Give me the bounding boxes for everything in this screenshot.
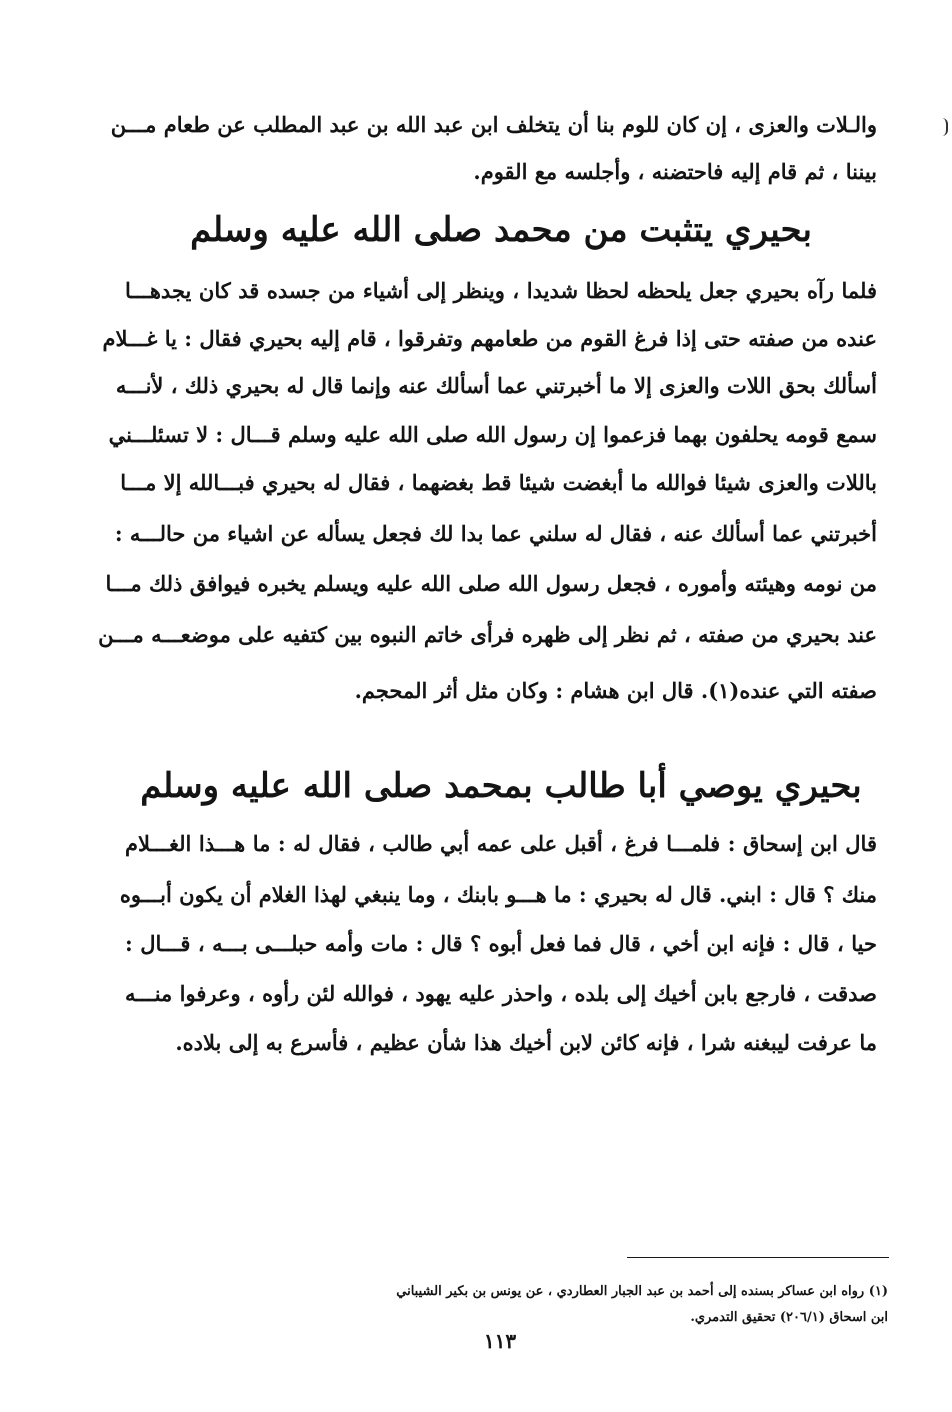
text-line: عنده من صفته حتى إذا فرغ القوم من طعامهم وتفرقوا ، قام إليه بحيري فقال : يا غـــلام [102, 326, 877, 351]
text-line: قال ابن إسحاق : فلمـــا فرغ ، أقبل على عمه أبي طالب ، فقال له : ما هـــذا الغـــلام [125, 831, 877, 856]
text-line: منك ؟ قال : ابني. قال له بحيري : ما هـــو بابنك ، وما ينبغي لهذا الغلام أن يكون أبـــوه [119, 882, 877, 907]
footnote-line: (١) رواه ابن عساكر بسنده إلى أحمد بن عبد الجبار العطاردي ، عن يونس بن بكير الشيباني [396, 1284, 888, 1299]
text-line: أسألك بحق اللات والعزى إلا ما أخبرتني عما أسألك عنه وإنما قال له بحيري ذلك ، لأنـــه [115, 373, 877, 398]
text-line: صدقت ، فارجع بابن أخيك إلى بلده ، واحذر عليه يهود ، فوالله لئن رأوه ، وعرفوا منـــه [125, 981, 877, 1006]
page-number: ١١٣ [483, 1329, 517, 1353]
footnote-divider [627, 1257, 889, 1258]
text-line: ما عرفت ليبغنه شرا ، فإنه كائن لابن أخيك هذا شأن عظيم ، فأسرع به إلى بلاده. [175, 1030, 877, 1055]
page-edge-mark [940, 118, 948, 136]
text-line: حيا ، قال : فإنه ابن أخي ، قال فما فعل أبوه ؟ قال : مات وأمه حبلـــى بـــه ، قـــال : [125, 931, 877, 956]
text-line: فلما رآه بحيري جعل يلحظه لحظا شديدا ، وينظر إلى أشياء من جسده قد كان يجدهـــا [125, 278, 877, 303]
text-line: باللات والعزى شيئا فوالله ما أبغضت شيئا قط بغضهما ، فقال له بحيري فبـــالله إلا مـــا [120, 470, 877, 495]
footnote-line: ابن اسحاق (٢٠٦/١) تحقيق التدمري. [690, 1310, 888, 1325]
text-line: من نومه وهيئته وأموره ، فجعل رسول الله صلى الله عليه ويسلم يخبره فيوافق ذلك مـــا [105, 571, 877, 596]
text-line: سمع قومه يحلفون بهما فزعموا إن رسول الله صلى الله عليه وسلم قـــال : لا تسئلـــني [108, 422, 877, 447]
text-line: بيننا ، ثم قام إليه فاحتضنه ، وأجلسه مع القوم. [473, 159, 877, 184]
text-line: صفته التي عنده(١). قال ابن هشام : وكان مثل أثر المحجم. [354, 678, 877, 703]
section-heading-2: بحيري يوصي أبا طالب بمحمد صلى الله عليه وسلم [140, 766, 862, 806]
text-line: عند بحيري من صفته ، ثم نظر إلى ظهره فرأى خاتم النبوه بين كتفيه على موضعـــه مـــن [98, 622, 877, 647]
text-line: والـلات والعزى ، إن كان للوم بنا أن يتخلف ابن عبد الله بن عبد المطلب عن طعام مـــن [110, 112, 877, 137]
section-heading-1: بحيري يتثبت من محمد صلى الله عليه وسلم [190, 210, 812, 250]
text-line: أخبرتني عما أسألك عنه ، فقال له سلني عما بدا لك فجعل يسأله عن اشياء من حالـــه : [114, 521, 877, 546]
